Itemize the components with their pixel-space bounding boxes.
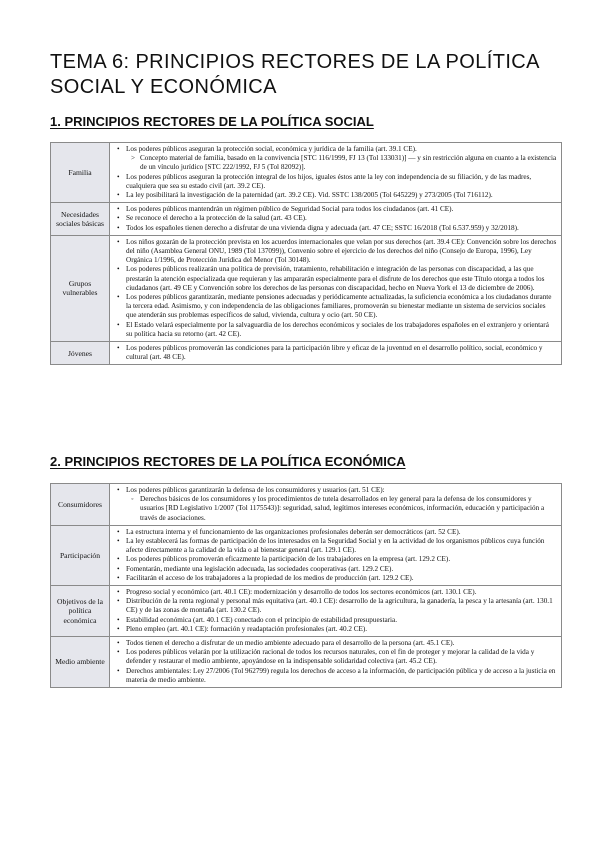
row-content <box>110 342 562 365</box>
sub-list <box>126 495 557 523</box>
list-item <box>126 639 557 648</box>
list-item <box>126 528 557 537</box>
social-principles-table <box>50 142 562 365</box>
table-row <box>51 203 562 236</box>
table-row <box>51 235 562 341</box>
row-content <box>110 203 562 236</box>
list-item <box>126 597 557 615</box>
list-item <box>126 145 557 173</box>
table-row <box>51 342 562 365</box>
list-item <box>126 205 557 214</box>
row-content <box>110 235 562 341</box>
list-item <box>126 574 557 583</box>
section-2-heading: 2. PRINCIPIOS RECTORES DE LA POLÍTICA ECONÓMICA <box>50 454 406 469</box>
item-text: Los niños gozarán de la protección prevista en los acuerdos internacionales que velan por sus derechos (art. 39.4 CE): Convención sobre los derechos del niño (Asamblea General ONU, 1989 (Tol 137099)), Convenio sobre el ejercicio de los derechos del niño (Consejo de Europa, 1996), Ley Orgánica 1/1996, de Protección Jurídica del Menor (Tol 30148). <box>126 237 557 265</box>
item-text: Facilitarán el acceso de los trabajadores a la propiedad de los medios de producción (art. 129.2 CE). <box>126 573 414 582</box>
bullet-list <box>112 344 557 362</box>
list-item <box>126 588 557 597</box>
sub-list-item: ◦ Derechos básicos de los consumidores y los procedimientos de tutela desarrollados en ley general para la defensa de los consumidores y usuarios [RD Legislativo 1/2007 (Tol 1175543)]: seguridad, salud, legítimos intereses económicos, información, educación y participación a través de asociaciones. <box>140 495 557 523</box>
row-label: Jóvenes <box>51 342 110 365</box>
row-label: Participación <box>51 525 110 585</box>
list-item <box>126 238 557 266</box>
item-text: Los poderes públicos realizarán una política de previsión, tratamiento, rehabilitación e integración de las personas con discapacidad, a las que prestarán la atención especializada que requieran y las ampararán especialmente para el disfrute de los derechos que este Título otorga a todos los ciudadanos (art. 49 CE y Convención sobre los derechos de las personas con discapacidad, hecho en Nueva York el 13 de diciembre de 2006). <box>126 265 545 292</box>
row-label: Necesidades sociales básicas <box>51 203 110 236</box>
list-item <box>126 214 557 223</box>
item-text: Los poderes públicos garantizarán, mediante pensiones adecuadas y periódicamente actualizadas, la suficiencia económica a los ciudadanos durante la tercera edad. Asimismo, y con independencia de las obligaciones familiares, promoverán su bienestar mediante un sistema de servicios sociales que atenderán sus problemas específicos de salud, vivienda, cultura y ocio (art. 50 CE). <box>126 293 552 320</box>
page-title: TEMA 6: PRINCIPIOS RECTORES DE LA POLÍTICA SOCIAL Y ECONÓMICA <box>50 51 539 98</box>
item-text: Los poderes públicos aseguran la protección integral de los hijos, iguales éstos ante la ley con independencia de su filiación, y de las madres, cualquiera que sea su estado civil (art. 39.2 CE). <box>126 172 532 190</box>
item-text: Los poderes públicos garantizarán la defensa de los consumidores y usuarios (art. 51 CE): <box>126 486 385 494</box>
list-item <box>126 648 557 666</box>
list-item <box>126 667 557 685</box>
row-label: Grupos vulnerables <box>51 235 110 341</box>
row-label: Familia <box>51 143 110 203</box>
item-text: Pleno empleo (art. 40.1 CE): formación y readaptación profesionales (art. 40.2 CE). <box>126 624 368 633</box>
table-row <box>51 637 562 688</box>
bullet-list <box>112 238 557 339</box>
list-item <box>126 555 557 564</box>
sub-list-item: > Concepto material de familia, basado en la convivencia [STC 116/1999, FJ 13 (Tol 133031)] — y sin restricción alguna en cuanto a la existencia de un vínculo jurídico [STC 222/1992, FJ 5 (Tol 82092)]. <box>140 154 557 172</box>
bullet-list <box>112 528 557 583</box>
sub-list <box>126 154 557 172</box>
list-item <box>126 224 557 233</box>
bullet-list <box>112 205 557 233</box>
row-content <box>110 525 562 585</box>
item-text: Los poderes públicos promoverán eficazmente la participación de los trabajadores en la empresa (art. 129.2 CE). <box>126 555 451 564</box>
list-item <box>126 344 557 362</box>
row-content <box>110 484 562 526</box>
row-label: Medio ambiente <box>51 637 110 688</box>
list-item <box>126 293 557 321</box>
item-text: La ley posibilitará la investigación de la paternidad (art. 39.2 CE). Vid. SSTC 138/2005 (Tol 645229) y 273/2005 (Tol 716112). <box>126 191 493 200</box>
list-item <box>126 537 557 555</box>
row-label: Consumidores <box>51 484 110 526</box>
item-text: Distribución de la renta regional y personal más equitativa (art. 40.1 CE): desarrollo de la agricultura, la ganadería, la pesca y la artesanía (art. 130.1 CE) y de las zonas de montaña (art. 130.2 CE). <box>126 597 553 615</box>
bullet-list <box>112 486 557 523</box>
item-text: Estabilidad económica (art. 40.1 CE) conectado con el principio de estabilidad presupuestaria. <box>126 615 398 624</box>
item-text: Se reconoce el derecho a la protección de la salud (art. 43 CE). <box>126 214 307 223</box>
table-row <box>51 586 562 637</box>
item-text: Los poderes públicos mantendrán un régimen público de Seguridad Social para todos los ciudadanos (art. 41 CE). <box>126 205 454 214</box>
list-item <box>126 265 557 293</box>
row-content <box>110 637 562 688</box>
list-item <box>126 173 557 191</box>
table-row <box>51 525 562 585</box>
item-text: Los poderes públicos promoverán las condiciones para la participación libre y eficaz de la juventud en el desarrollo político, social, económico y cultural (art. 48 CE). <box>126 344 543 362</box>
list-item <box>126 191 557 200</box>
bullet-list <box>112 588 557 634</box>
list-item <box>126 616 557 625</box>
item-text: Todos los españoles tienen derecho a disfrutar de una vivienda digna y adecuada (art. 47 CE; SSTC 16/2018 (Tol 6.537.959) y 32/2018). <box>126 223 519 232</box>
item-text: Los poderes públicos aseguran la protección social, económica y jurídica de la familia (art. 39.1 CE). <box>126 145 417 153</box>
row-content <box>110 586 562 637</box>
item-text: Progreso social y económico (art. 40.1 CE): modernización y desarrollo de todos los sectores económicos (art. 130.1 CE). <box>126 588 477 597</box>
list-item <box>126 486 557 523</box>
economic-principles-table <box>50 483 562 688</box>
table-row <box>51 484 562 526</box>
section-1-heading: 1. PRINCIPIOS RECTORES DE LA POLÍTICA SOCIAL <box>50 114 374 129</box>
row-label: Objetivos de la política económica <box>51 586 110 637</box>
list-item <box>126 565 557 574</box>
list-item <box>126 625 557 634</box>
bullet-list <box>112 145 557 200</box>
item-text: Fomentarán, mediante una legislación adecuada, las sociedades cooperativas (art. 129.2 CE). <box>126 564 394 573</box>
list-item <box>126 321 557 339</box>
table-row <box>51 143 562 203</box>
row-content <box>110 143 562 203</box>
item-text: Los poderes públicos velarán por la utilización racional de todos los recursos naturales, con el fin de proteger y mejorar la calidad de la vida y defender y restaurar el medio ambiente, apoyándose en la indispensable solidaridad colectiva (art. 45.2 CE). <box>126 648 535 666</box>
item-text: Derechos ambientales: Ley 27/2006 (Tol 962799) regula los derechos de acceso a la información, de participación pública y de acceso a la justicia en materia de medio ambiente. <box>126 666 556 684</box>
item-text: Todos tienen el derecho a disfrutar de un medio ambiente adecuado para el desarrollo de la persona (art. 45.1 CE). <box>126 639 455 648</box>
item-text: La ley establecerá las formas de participación de los interesados en la Seguridad Social y en la actividad de los organismos públicos cuya función afecte directamente a la calidad de la vida o al bienestar general (art. 129.1 CE). <box>126 537 545 555</box>
item-text: La estructura interna y el funcionamiento de las organizaciones profesionales deberán ser democráticos (art. 52 CE). <box>126 527 461 536</box>
bullet-list <box>112 639 557 685</box>
item-text: El Estado velará especialmente por la salvaguardia de los derechos económicos y sociales de los trabajadores españoles en el extranjero y orientará su política hacia su retorno (art. 42 CE). <box>126 320 549 338</box>
